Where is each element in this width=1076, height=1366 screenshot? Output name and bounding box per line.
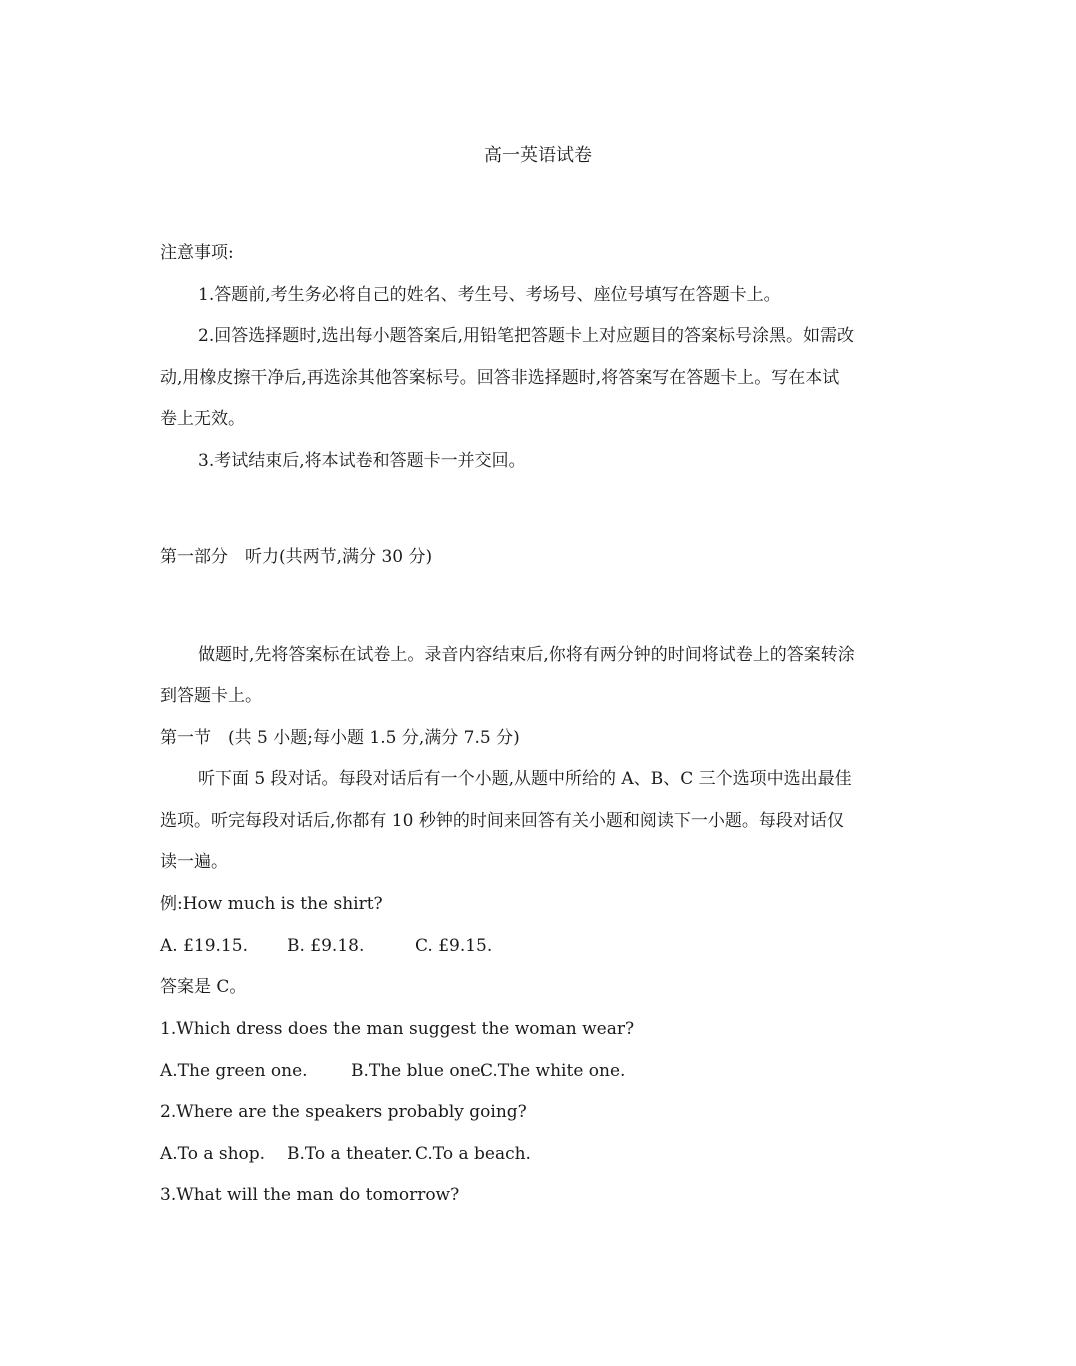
example-option-c: C. £9.15.	[415, 936, 493, 956]
question-2-option-c: C.To a beach.	[415, 1144, 531, 1164]
question-1: 1.Which dress does the man suggest the woman wear?	[160, 1019, 635, 1039]
notice-item-2-line-2: 动,用橡皮擦干净后,再选涂其他答案标号。回答非选择题时,将答案写在答题卡上。写在本试	[160, 368, 840, 388]
notice-item-2-line-1: 2.回答选择题时,选出每小题答案后,用铅笔把答题卡上对应题目的答案标号涂黑。如需改	[198, 326, 855, 346]
part1-instruction-line-2: 到答题卡上。	[160, 686, 262, 706]
notice-item-2-line-3: 卷上无效。	[160, 409, 245, 429]
question-1-option-c: C.The white one.	[480, 1061, 626, 1081]
question-2-option-b: B.To a theater.	[287, 1144, 413, 1164]
example-answer: 答案是 C。	[160, 977, 247, 997]
section1-heading: 第一节 (共 5 小题;每小题 1.5 分,满分 7.5 分)	[160, 728, 520, 748]
question-3: 3.What will the man do tomorrow?	[160, 1185, 460, 1205]
question-1-option-a: A.The green one.	[160, 1061, 308, 1081]
question-2: 2.Where are the speakers probably going?	[160, 1102, 527, 1122]
example-option-a: A. £19.15.	[160, 936, 248, 956]
section1-instruction-line-2: 选项。听完每段对话后,你都有 10 秒钟的时间来回答有关小题和阅读下一小题。每段对话仅	[160, 811, 844, 831]
example-option-b: B. £9.18.	[287, 936, 365, 956]
notice-item-3: 3.考试结束后,将本试卷和答题卡一并交回。	[198, 451, 526, 471]
section1-instruction-line-1: 听下面 5 段对话。每段对话后有一个小题,从题中所给的 A、B、C 三个选项中选出最佳	[198, 769, 852, 789]
question-2-option-a: A.To a shop.	[160, 1144, 266, 1164]
question-1-option-b: B.The blue one.	[351, 1061, 487, 1081]
section1-instruction-line-3: 读一遍。	[160, 852, 228, 872]
notice-heading: 注意事项:	[160, 243, 234, 263]
part1-instruction-line-1: 做题时,先将答案标在试卷上。录音内容结束后,你将有两分钟的时间将试卷上的答案转涂	[198, 645, 855, 665]
page-title: 高一英语试卷	[484, 145, 592, 166]
notice-item-1: 1.答题前,考生务必将自己的姓名、考生号、考场号、座位号填写在答题卡上。	[198, 285, 781, 305]
part1-heading: 第一部分 听力(共两节,满分 30 分)	[160, 547, 433, 567]
example-question: 例:How much is the shirt?	[160, 894, 383, 914]
